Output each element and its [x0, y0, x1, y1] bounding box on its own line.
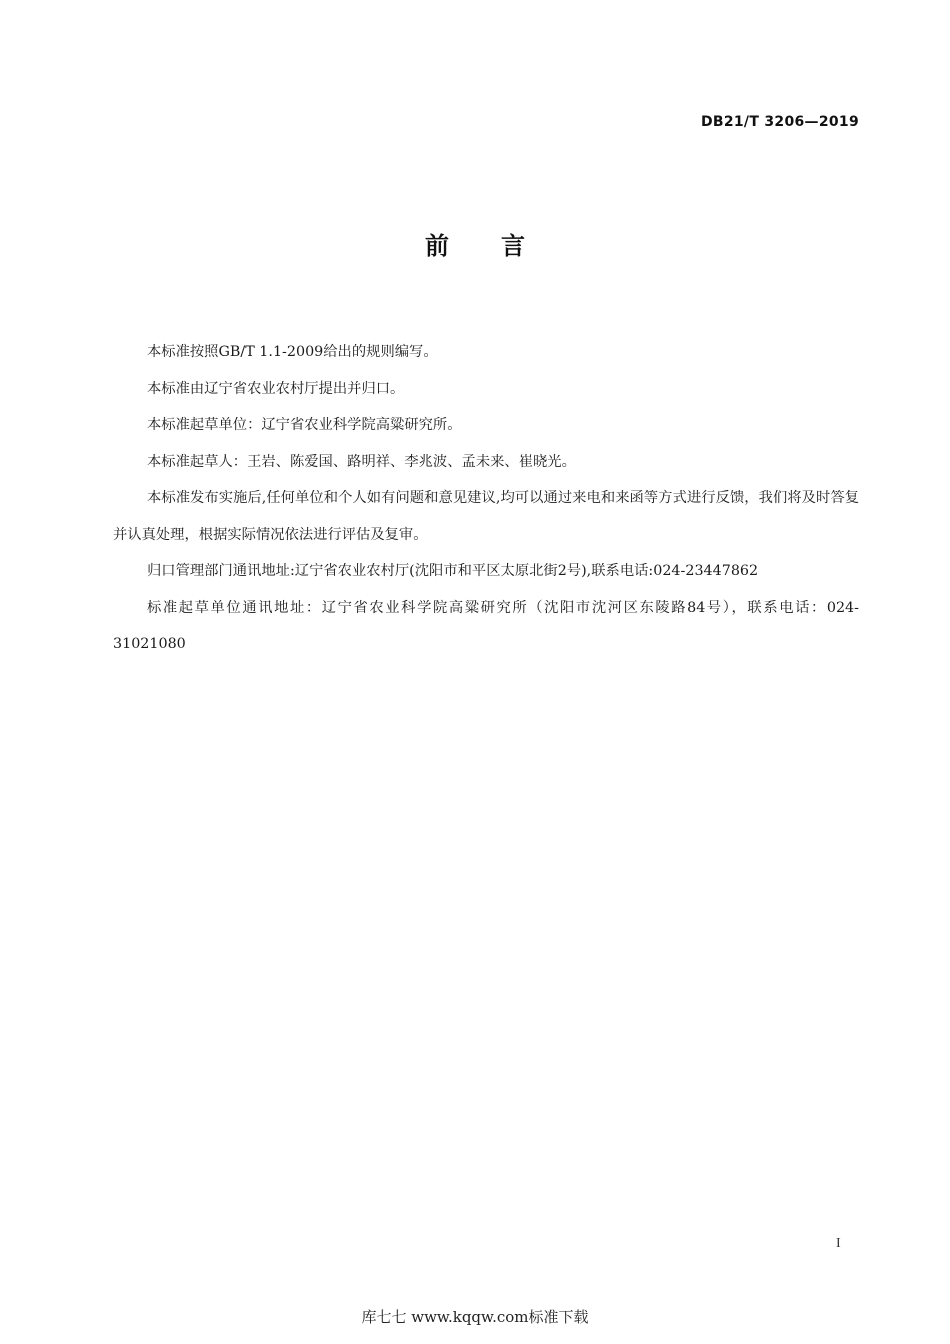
watermark-text: 库七七 www.kqqw.com标准下载: [361, 1308, 589, 1326]
paragraph-drafting-unit: 本标准起草单位：辽宁省农业科学院高粱研究所。: [147, 417, 462, 433]
foreword-body: [113, 334, 859, 663]
paragraph-authority-contact: 归口管理部门通讯地址:辽宁省农业农村厅(沈阳市和平区太原北街2号),联系电话:024-23447862: [147, 563, 759, 579]
paragraph-feedback: 本标准发布实施后,任何单位和个人如有问题和意见建议,均可以通过来电和来函等方式进行反馈，我们将及时答复并认真处理，根据实际情况依法进行评估及复审。: [113, 490, 859, 543]
paragraph-drafters: 本标准起草人：王岩、陈爱国、路明祥、李兆波、孟未来、崔晓光。: [147, 453, 576, 470]
paragraph-drafter-contact: 标准起草单位通讯地址：辽宁省农业科学院高粱研究所（沈阳市沈河区东陵路84号），联系电话：024-31021080: [113, 599, 859, 652]
paragraph-proposer: 本标准由辽宁省农业农村厅提出并归口。: [147, 380, 405, 397]
document-code: DB21/T 3206—2019: [700, 114, 859, 130]
page-number: I: [836, 1236, 841, 1251]
page-title: 前言: [425, 232, 577, 260]
paragraph-drafting-rules: 本标准按照GB/T 1.1-2009给出的规则编写。: [147, 344, 438, 360]
